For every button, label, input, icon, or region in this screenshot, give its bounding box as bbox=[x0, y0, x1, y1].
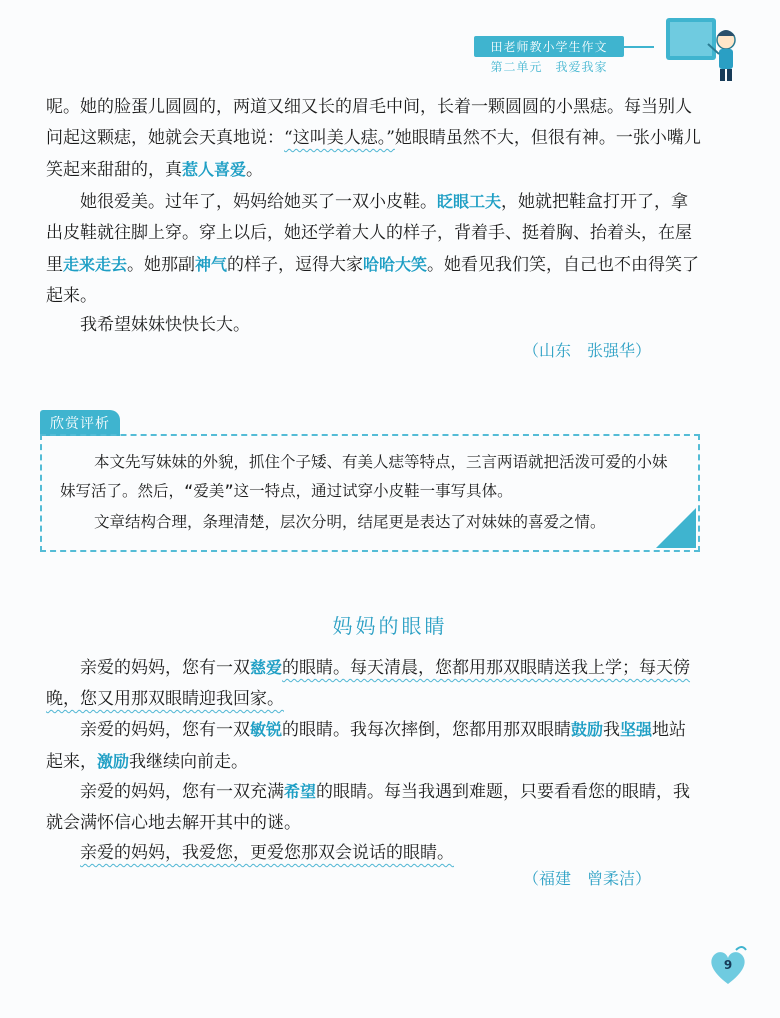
essay2-title: 妈妈的眼睛 bbox=[332, 614, 448, 638]
keyword: 眨眼工夫 bbox=[437, 192, 502, 211]
essay1-paragraph-3: 我希望妹妹快快长大。 bbox=[80, 315, 250, 335]
keyword: 坚强 bbox=[620, 720, 653, 739]
essay2-author: （福建 曾柔洁） bbox=[523, 869, 652, 888]
essay2-paragraph-2: 亲爱的妈妈，您有一双敏锐的眼睛。我每次摔倒，您都用那双眼睛鼓励我坚强地站起来，激励我继续向前走。 bbox=[46, 720, 687, 772]
keyword: 哈哈大笑 bbox=[363, 255, 428, 274]
review-label: 欣赏评析 bbox=[40, 410, 120, 436]
essay1-author: （山东 张强华） bbox=[523, 341, 652, 360]
keyword: 敏锐 bbox=[250, 720, 283, 739]
series-title: 田老师教小学生作文 bbox=[474, 36, 624, 57]
keyword: 鼓励 bbox=[571, 720, 604, 739]
essay2-paragraph-1: 亲爱的妈妈，您有一双慈爱的眼睛。每天清晨，您都用那双眼睛送我上学；每天傍晚，您又用那双眼睛迎我回家。 bbox=[46, 658, 691, 709]
essay1-paragraph-1: 呢。她的脸蛋儿圆圆的，两道又细又长的眉毛中间，长着一颗圆圆的小黑痣。每当别人问起这颗痣，她就会天真地说：“这叫美人痣。”她眼睛虽然不大，但很有神。一张小嘴儿笑起来甜甜的，真惹人喜爱。 bbox=[46, 97, 701, 180]
header-divider bbox=[624, 46, 654, 48]
keyword: 希望 bbox=[284, 782, 317, 801]
review-paragraph-2: 文章结构合理，条理清楚，层次分明，结尾更是表达了对妹妹的喜爱之情。 bbox=[94, 513, 606, 531]
keyword: 神气 bbox=[195, 255, 228, 274]
page-header bbox=[474, 14, 744, 74]
essay2-paragraph-4: 亲爱的妈妈，我爱您，更爱您那双会说话的眼睛。 bbox=[80, 843, 454, 863]
essay1-paragraph-2: 她很爱美。过年了，妈妈给她买了一双小皮鞋。眨眼工夫，她就把鞋盒打开了，拿出皮鞋就往脚上穿。穿上以后，她还学着大人的样子，背着手、挺着胸、抬着头，在屋里走来走去。她那副神气的样子，逗得大家哈哈大笑。她看见我们笑，自己也不由得笑了起来。 bbox=[46, 192, 700, 306]
keyword: 慈爱 bbox=[250, 658, 283, 677]
page-number: 9 bbox=[706, 944, 750, 988]
keyword: 走来走去 bbox=[63, 255, 128, 274]
teacher-mascot-icon bbox=[664, 14, 744, 84]
essay2-paragraph-3: 亲爱的妈妈，您有一双充满希望的眼睛。每当我遇到难题，只要看看您的眼睛，我就会满怀信心地去解开其中的谜。 bbox=[46, 782, 691, 833]
keyword: 激励 bbox=[97, 752, 130, 771]
review-paragraph-1: 本文先写妹妹的外貌，抓住个子矮、有美人痣等特点，三言两语就把活泼可爱的小妹妹写活了。然后，“爱美”这一特点，通过试穿小皮鞋一事写具体。 bbox=[60, 453, 668, 500]
unit-title: 第二单元 我爱我家 bbox=[490, 60, 608, 74]
keyword: 惹人喜爱 bbox=[182, 160, 247, 179]
